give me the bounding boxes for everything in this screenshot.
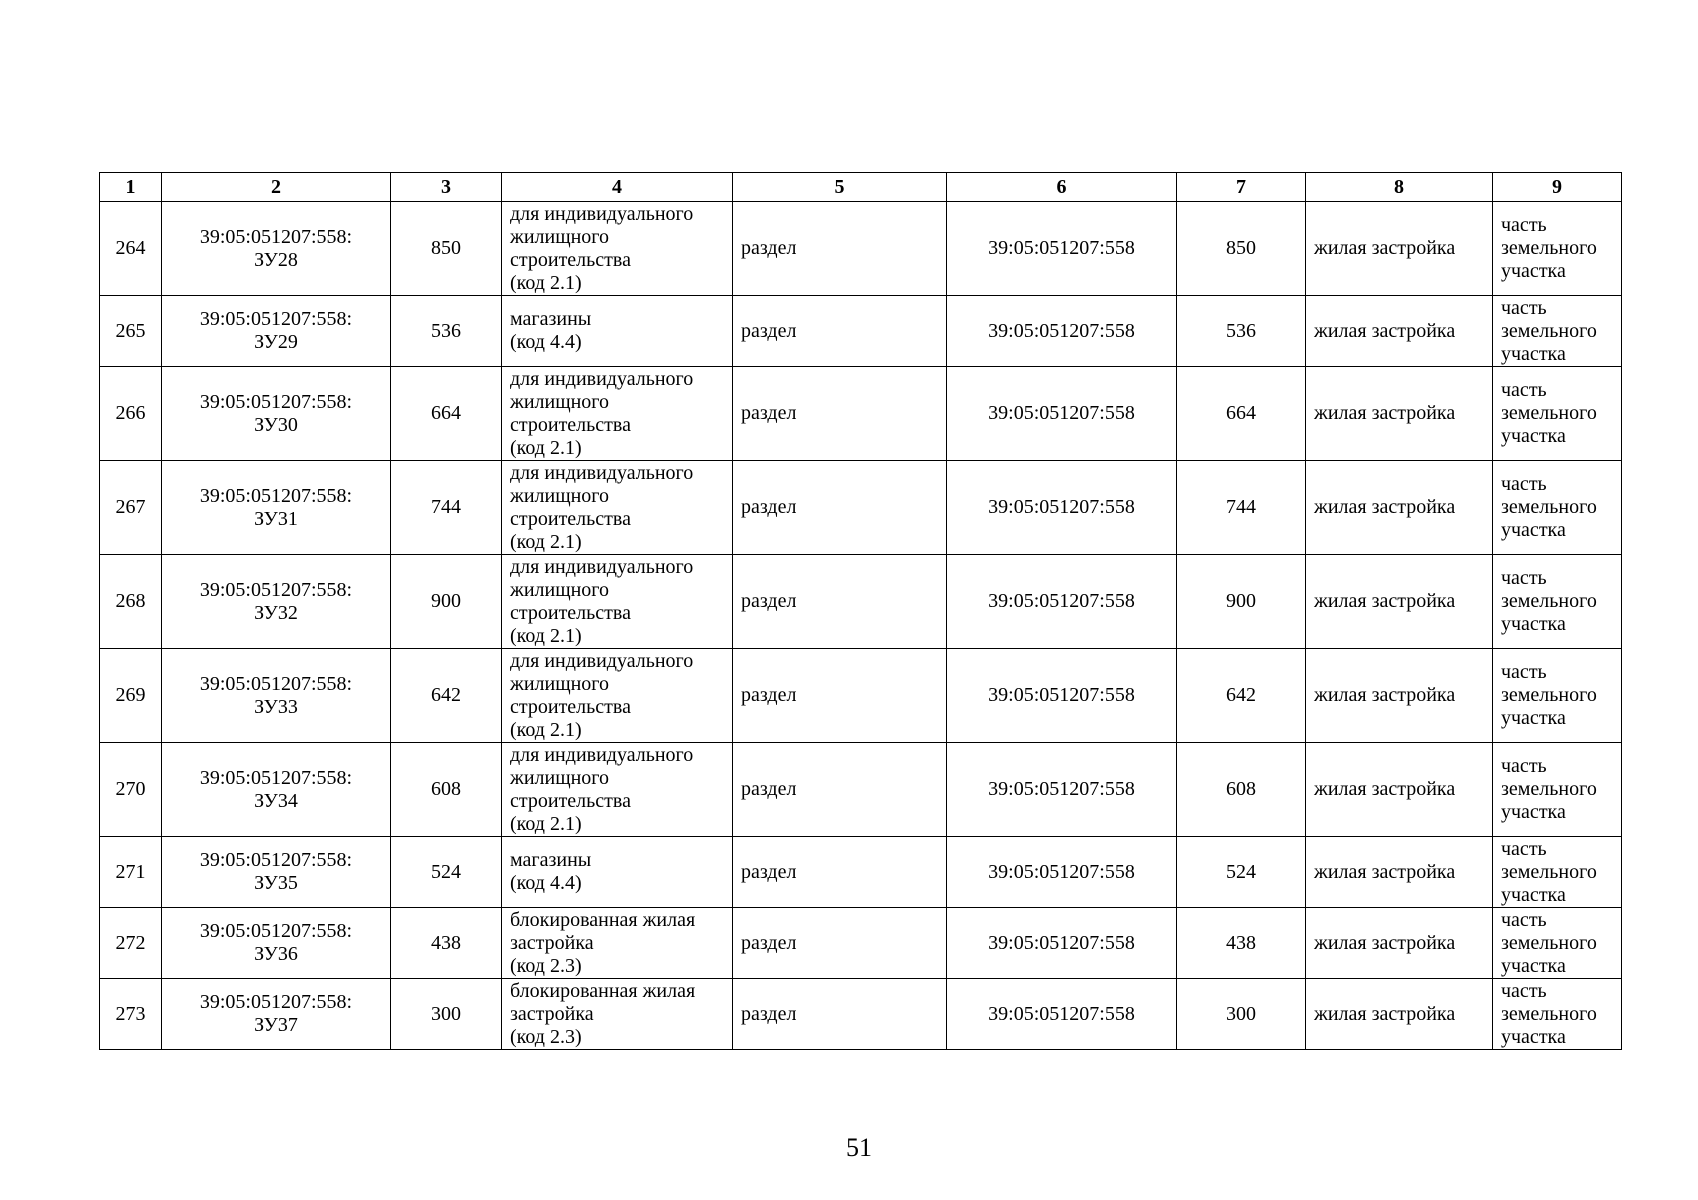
permitted-use-cell-line: для индивидуального xyxy=(510,461,694,484)
plot-id-cell-line: ЗУ36 xyxy=(254,943,298,965)
note-cell xyxy=(1493,555,1622,649)
zone-cell: жилая застройка xyxy=(1306,979,1493,1050)
plot-id-cell xyxy=(162,296,391,367)
area-cell: 438 xyxy=(391,908,502,979)
plot-id-cell-line: 39:05:051207:558: xyxy=(199,390,353,413)
action-cell: раздел xyxy=(733,555,947,649)
plot-id-cell-line: 39:05:051207:558: xyxy=(199,920,353,942)
plot-id-cell-line: ЗУ31 xyxy=(254,507,298,530)
action-cell: раздел xyxy=(733,837,947,908)
column-header: 6 xyxy=(947,173,1177,202)
note-cell-line: участка xyxy=(1501,519,1566,541)
source-area-cell: 642 xyxy=(1177,649,1306,743)
permitted-use-cell-line: (код 2.1) xyxy=(510,530,582,553)
source-area-cell: 744 xyxy=(1177,461,1306,555)
permitted-use-cell-line: блокированная жилая xyxy=(510,908,696,931)
source-area-cell: 536 xyxy=(1177,296,1306,367)
permitted-use-cell-line: (код 2.1) xyxy=(510,436,582,459)
note-cell-line: участка xyxy=(1501,883,1566,906)
permitted-use-cell-line: (код 4.4) xyxy=(510,872,582,894)
plot-id-cell-line: ЗУ33 xyxy=(254,695,298,718)
permitted-use-cell xyxy=(502,979,733,1050)
permitted-use-cell-line: для индивидуального xyxy=(510,202,694,225)
permitted-use-cell-line: блокированная жилая xyxy=(510,979,696,1002)
permitted-use-cell-line: магазины xyxy=(510,849,592,871)
permitted-use-cell-line: строительства xyxy=(510,507,631,530)
plot-id-cell xyxy=(162,979,391,1050)
permitted-use-cell xyxy=(502,837,733,908)
row-number-cell: 272 xyxy=(100,908,162,979)
table-row xyxy=(100,555,1622,649)
plot-id-cell-line: 39:05:051207:558: xyxy=(199,225,353,248)
source-plot-cell: 39:05:051207:558 xyxy=(947,649,1177,743)
area-cell: 900 xyxy=(391,555,502,649)
source-area-cell: 664 xyxy=(1177,367,1306,461)
permitted-use-cell-line: (код 4.4) xyxy=(510,331,582,353)
note-cell-line: участка xyxy=(1501,260,1566,282)
area-cell: 744 xyxy=(391,461,502,555)
note-cell xyxy=(1493,367,1622,461)
note-cell-line: участка xyxy=(1501,801,1566,823)
note-cell-line: часть xyxy=(1501,908,1547,931)
zone-cell: жилая застройка xyxy=(1306,367,1493,461)
note-cell-line: земельного xyxy=(1501,237,1597,259)
permitted-use-cell-line: для индивидуального xyxy=(510,743,694,766)
permitted-use-cell-line: жилищного xyxy=(510,766,610,789)
plot-id-cell-line: ЗУ29 xyxy=(254,331,298,353)
note-cell-line: часть xyxy=(1501,473,1547,495)
source-plot-cell: 39:05:051207:558 xyxy=(947,367,1177,461)
plot-id-cell xyxy=(162,202,391,296)
note-cell-line: участка xyxy=(1501,613,1566,635)
source-plot-cell: 39:05:051207:558 xyxy=(947,743,1177,837)
page-number: 51 xyxy=(846,1133,872,1162)
permitted-use-cell-line: жилищного xyxy=(510,225,610,248)
area-cell: 608 xyxy=(391,743,502,837)
source-area-cell: 524 xyxy=(1177,837,1306,908)
source-plot-cell: 39:05:051207:558 xyxy=(947,555,1177,649)
note-cell-line: участка xyxy=(1501,425,1566,447)
plot-id-cell-line: ЗУ30 xyxy=(254,413,298,436)
note-cell-line: часть xyxy=(1501,296,1547,319)
permitted-use-cell-line: застройка xyxy=(510,931,594,954)
action-cell: раздел xyxy=(733,908,947,979)
plot-id-cell xyxy=(162,908,391,979)
note-cell-line: участка xyxy=(1501,1025,1566,1048)
row-number-cell: 269 xyxy=(100,649,162,743)
row-number-cell: 271 xyxy=(100,837,162,908)
table-row xyxy=(100,743,1622,837)
source-area-cell: 850 xyxy=(1177,202,1306,296)
permitted-use-cell-line: (код 2.1) xyxy=(510,624,582,647)
table-row xyxy=(100,296,1622,367)
note-cell-line: участка xyxy=(1501,954,1566,977)
note-cell xyxy=(1493,461,1622,555)
note-cell xyxy=(1493,743,1622,837)
permitted-use-cell-line: строительства xyxy=(510,695,631,718)
action-cell: раздел xyxy=(733,202,947,296)
permitted-use-cell-line: строительства xyxy=(510,248,631,271)
column-header: 1 xyxy=(100,173,162,202)
source-area-cell: 900 xyxy=(1177,555,1306,649)
row-number-cell: 264 xyxy=(100,202,162,296)
permitted-use-cell-line: (код 2.1) xyxy=(510,718,582,741)
permitted-use-cell xyxy=(502,649,733,743)
permitted-use-cell-line: строительства xyxy=(510,413,631,436)
note-cell-line: участка xyxy=(1501,707,1566,729)
zone-cell: жилая застройка xyxy=(1306,649,1493,743)
area-cell: 524 xyxy=(391,837,502,908)
column-header: 3 xyxy=(391,173,502,202)
permitted-use-cell-line: магазины xyxy=(510,308,592,330)
note-cell-line: участка xyxy=(1501,342,1566,365)
permitted-use-cell-line: для индивидуального xyxy=(510,649,694,672)
zone-cell: жилая застройка xyxy=(1306,908,1493,979)
note-cell-line: часть xyxy=(1501,755,1547,777)
note-cell-line: земельного xyxy=(1501,684,1597,706)
note-cell-line: земельного xyxy=(1501,319,1597,342)
permitted-use-cell-line: (код 2.3) xyxy=(510,954,582,977)
zone-cell: жилая застройка xyxy=(1306,743,1493,837)
note-cell-line: часть xyxy=(1501,214,1547,236)
note-cell-line: часть xyxy=(1501,379,1547,401)
permitted-use-cell-line: (код 2.1) xyxy=(510,812,582,835)
table-row xyxy=(100,649,1622,743)
area-cell: 536 xyxy=(391,296,502,367)
plot-id-cell xyxy=(162,649,391,743)
plot-id-cell-line: ЗУ37 xyxy=(254,1014,298,1036)
permitted-use-cell-line: застройка xyxy=(510,1002,594,1025)
note-cell-line: земельного xyxy=(1501,590,1597,612)
permitted-use-cell-line: жилищного xyxy=(510,672,610,695)
area-cell: 664 xyxy=(391,367,502,461)
permitted-use-cell xyxy=(502,743,733,837)
area-cell: 300 xyxy=(391,979,502,1050)
permitted-use-cell xyxy=(502,908,733,979)
source-area-cell: 608 xyxy=(1177,743,1306,837)
action-cell: раздел xyxy=(733,296,947,367)
note-cell xyxy=(1493,296,1622,367)
action-cell: раздел xyxy=(733,367,947,461)
row-number-cell: 267 xyxy=(100,461,162,555)
column-header: 8 xyxy=(1306,173,1493,202)
column-header: 5 xyxy=(733,173,947,202)
note-cell-line: земельного xyxy=(1501,402,1597,424)
plot-id-cell-line: 39:05:051207:558: xyxy=(199,766,353,789)
permitted-use-cell-line: для индивидуального xyxy=(510,555,694,578)
table-row xyxy=(100,202,1622,296)
permitted-use-cell-line: жилищного xyxy=(510,484,610,507)
note-cell-line: земельного xyxy=(1501,860,1597,883)
column-header: 4 xyxy=(502,173,733,202)
column-header: 9 xyxy=(1493,173,1622,202)
plot-id-cell-line: 39:05:051207:558: xyxy=(199,672,353,695)
permitted-use-cell-line: (код 2.1) xyxy=(510,271,582,294)
table-row xyxy=(100,461,1622,555)
source-plot-cell: 39:05:051207:558 xyxy=(947,908,1177,979)
row-number-cell: 273 xyxy=(100,979,162,1050)
note-cell xyxy=(1493,908,1622,979)
table-row xyxy=(100,837,1622,908)
header-row xyxy=(100,173,1622,202)
source-plot-cell: 39:05:051207:558 xyxy=(947,202,1177,296)
permitted-use-cell-line: (код 2.3) xyxy=(510,1025,582,1048)
note-cell-line: часть xyxy=(1501,661,1547,683)
action-cell: раздел xyxy=(733,743,947,837)
column-header: 2 xyxy=(162,173,391,202)
row-number-cell: 265 xyxy=(100,296,162,367)
permitted-use-cell-line: строительства xyxy=(510,789,631,812)
permitted-use-cell xyxy=(502,296,733,367)
plot-id-cell-line: 39:05:051207:558: xyxy=(199,991,353,1013)
plot-id-cell-line: 39:05:051207:558: xyxy=(199,849,353,871)
note-cell-line: часть xyxy=(1501,837,1547,860)
plot-id-cell-line: 39:05:051207:558: xyxy=(199,578,353,601)
action-cell: раздел xyxy=(733,979,947,1050)
row-number-cell: 268 xyxy=(100,555,162,649)
source-plot-cell: 39:05:051207:558 xyxy=(947,979,1177,1050)
permitted-use-cell xyxy=(502,555,733,649)
note-cell-line: земельного xyxy=(1501,1002,1597,1025)
zone-cell: жилая застройка xyxy=(1306,837,1493,908)
note-cell-line: земельного xyxy=(1501,931,1597,954)
plot-id-cell-line: 39:05:051207:558: xyxy=(199,484,353,507)
plot-id-cell xyxy=(162,367,391,461)
note-cell-line: земельного xyxy=(1501,778,1597,800)
table-body xyxy=(100,202,1622,1050)
plot-id-cell xyxy=(162,837,391,908)
permitted-use-cell-line: жилищного xyxy=(510,390,610,413)
table-row xyxy=(100,979,1622,1050)
permitted-use-cell xyxy=(502,367,733,461)
plot-id-cell xyxy=(162,555,391,649)
permitted-use-cell xyxy=(502,461,733,555)
plot-id-cell-line: ЗУ28 xyxy=(254,248,298,271)
row-number-cell: 266 xyxy=(100,367,162,461)
source-plot-cell: 39:05:051207:558 xyxy=(947,296,1177,367)
note-cell xyxy=(1493,649,1622,743)
plot-id-cell-line: ЗУ32 xyxy=(254,601,298,624)
zone-cell: жилая застройка xyxy=(1306,296,1493,367)
zone-cell: жилая застройка xyxy=(1306,461,1493,555)
zone-cell: жилая застройка xyxy=(1306,555,1493,649)
source-plot-cell: 39:05:051207:558 xyxy=(947,837,1177,908)
note-cell xyxy=(1493,979,1622,1050)
plot-id-cell-line: ЗУ34 xyxy=(254,789,298,812)
zone-cell: жилая застройка xyxy=(1306,202,1493,296)
land-plots-table xyxy=(99,172,1622,1050)
table-row xyxy=(100,367,1622,461)
plot-id-cell xyxy=(162,743,391,837)
action-cell: раздел xyxy=(733,461,947,555)
source-area-cell: 438 xyxy=(1177,908,1306,979)
row-number-cell: 270 xyxy=(100,743,162,837)
note-cell-line: земельного xyxy=(1501,496,1597,518)
area-cell: 642 xyxy=(391,649,502,743)
note-cell-line: часть xyxy=(1501,979,1547,1002)
note-cell xyxy=(1493,837,1622,908)
permitted-use-cell-line: для индивидуального xyxy=(510,367,694,390)
source-plot-cell: 39:05:051207:558 xyxy=(947,461,1177,555)
permitted-use-cell xyxy=(502,202,733,296)
note-cell xyxy=(1493,202,1622,296)
plot-id-cell-line: ЗУ35 xyxy=(254,872,298,894)
source-area-cell: 300 xyxy=(1177,979,1306,1050)
action-cell: раздел xyxy=(733,649,947,743)
column-header: 7 xyxy=(1177,173,1306,202)
area-cell: 850 xyxy=(391,202,502,296)
table-row xyxy=(100,908,1622,979)
note-cell-line: часть xyxy=(1501,567,1547,589)
plot-id-cell-line: 39:05:051207:558: xyxy=(199,308,353,330)
plot-id-cell xyxy=(162,461,391,555)
permitted-use-cell-line: жилищного xyxy=(510,578,610,601)
permitted-use-cell-line: строительства xyxy=(510,601,631,624)
